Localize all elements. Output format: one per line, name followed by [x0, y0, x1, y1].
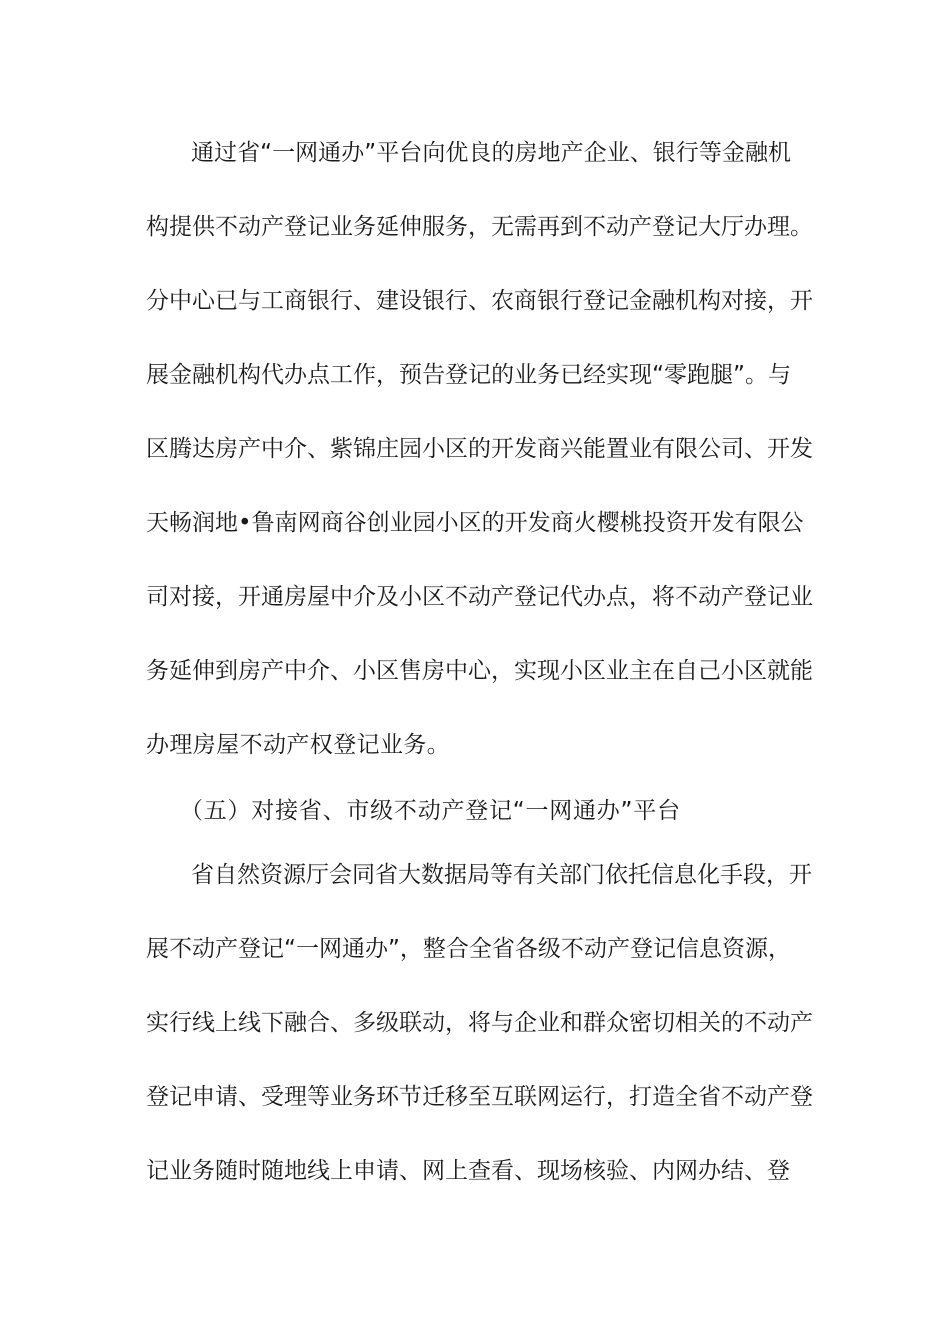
text-line-content: 天畅润地•鲁南网商谷创业园小区的开发商火樱桃投资开发有限公	[146, 510, 804, 536]
text-line	[0, 577, 950, 617]
text-line	[0, 1077, 950, 1117]
text-line	[0, 651, 950, 691]
section-heading	[0, 791, 950, 831]
text-line-content: 实行线上线下融合、多级联动，将与企业和群众密切相关的不动产	[146, 1010, 813, 1036]
text-line-content: 省自然资源厅会同省大数据局等有关部门依托信息化手段，开	[191, 862, 812, 888]
text-line-content: 构提供不动产登记业务延伸服务，无需再到不动产登记大厅办理。	[146, 214, 813, 240]
text-line	[0, 855, 950, 895]
text-line	[0, 503, 950, 543]
text-line-content: 务延伸到房产中介、小区售房中心，实现小区业主在自己小区就能	[146, 658, 813, 684]
text-line-content: 分中心已与工商银行、建设银行、农商银行登记金融机构对接，开	[146, 288, 813, 314]
text-line	[0, 929, 950, 969]
text-line-content: 办理房屋不动产权登记业务。	[146, 732, 451, 758]
text-line-content: 通过省“一网通办”平台向优良的房地产企业、银行等金融机	[191, 140, 791, 166]
text-line-content: 展不动产登记“一网通办”，整合全省各级不动产登记信息资源，	[146, 936, 791, 962]
text-line	[0, 1151, 950, 1191]
text-line-content: 司对接，开通房屋中介及小区不动产登记代办点，将不动产登记业	[146, 584, 813, 610]
text-line	[0, 281, 950, 321]
text-line-content: 区腾达房产中介、紫锦庄园小区的开发商兴能置业有限公司、开发	[146, 436, 813, 462]
text-line	[0, 1003, 950, 1043]
text-line	[0, 429, 950, 469]
text-line-content: 展金融机构代办点工作，预告登记的业务已经实现“零跑腿”。与	[146, 362, 791, 388]
text-line-content: 登记申请、受理等业务环节迁移至互联网运行，打造全省不动产登	[146, 1084, 813, 1110]
text-line	[0, 207, 950, 247]
text-line-content: 记业务随时随地线上申请、网上查看、现场核验、内网办结、登	[146, 1158, 790, 1184]
text-line	[0, 725, 950, 765]
text-line	[0, 355, 950, 395]
text-line	[0, 133, 950, 173]
section-heading-content: （五）对接省、市级不动产登记“一网通办”平台	[180, 798, 680, 824]
